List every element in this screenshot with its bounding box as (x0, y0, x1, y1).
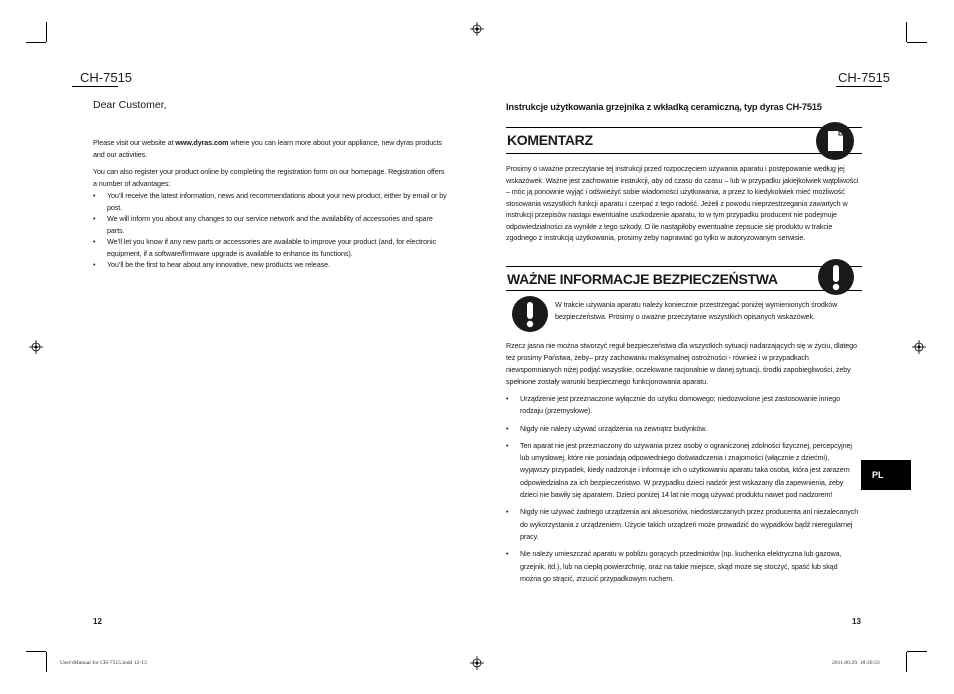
crop-mark (46, 652, 47, 672)
list-item: • Nigdy nie należy używać urządzenia na zewnątrz budynków. (506, 423, 860, 435)
safety-list (506, 393, 860, 585)
website-paragraph: Please visit our website at www.dyras.com where you can learn more about your appliance, new dyras products and our activities. (93, 138, 443, 159)
section-rule (506, 153, 862, 154)
website-link[interactable]: www.dyras.com (175, 138, 229, 147)
crop-mark (46, 22, 47, 42)
doc-title: Instrukcje użytkowania grzejnika z wkładką ceramiczną, typ dyras CH-7515 (506, 102, 822, 112)
language-tab: PL (861, 460, 911, 490)
greeting: Dear Customer, (93, 99, 167, 111)
registration-paragraph: You can also register your product online by completing the registration form on our homepage. Registration offers a number of advantages: (93, 167, 445, 188)
registration-mark-icon (29, 340, 43, 354)
crop-mark (907, 651, 927, 652)
section-rule (506, 127, 862, 128)
footer-timestamp: 2011.06.29. 18:30:33 (832, 660, 880, 666)
list-item: • We’ll let you know if any new parts or accessories are available to improve your product (and, for electronic equipment, if a software/firmware upgrade is available to enhance its functions). (93, 236, 449, 259)
section-title-komentarz: KOMENTARZ (507, 132, 593, 148)
registration-mark-icon (470, 656, 484, 670)
list-item: • Nigdy nie używać żadnego urządzenia ani akcesoriów, niedostarczanych przez producenta ani niezalecanych do wykorzystania z urządzeniem. Użycie takich urządzeń może prowadzić do wypadków bądź nieregularnej pracy. (506, 506, 860, 543)
registration-mark-icon (470, 22, 484, 36)
advantages-list (93, 190, 449, 271)
crop-mark (906, 652, 907, 672)
left-body (93, 137, 449, 271)
list-item: • Ten aparat nie jest przeznaczony do używania przez osoby o ograniczonej zdolności fizycznej, percepcyjnej lub umysłowej, które nie posiadają odpowiedniego doświadczenia i znajomości (włącznie z dziećmi), wyjąwszy przypadek, kiedy nadzoruje i informuje ich o użytkowaniu aparatu taka osoba, która jest zarazem odpowiedzialna za ich bezpieczeństwo. W przypadku dzieci nadzór jest wskazany dla zapewnienia, żeby dzieci nie bawiły się aparatem. Dzieci poniżej 14 lat nie mogą używać produktu nawet pod nadzorem! (506, 440, 860, 501)
exclamation-icon (511, 295, 549, 333)
exclamation-icon (817, 258, 855, 296)
page-number-left: 12 (93, 617, 102, 626)
page-number-right: 13 (852, 617, 861, 626)
section-rule (506, 266, 862, 267)
list-item: • Nie należy umieszczać aparatu w pobliżu gorących przedmiotów (np. kuchenka elektryczna lub gazowa, grzejnik, itd.), lub na ciepłą powierzchnię, oraz na takie miejsce, skąd może się stoczyć, spaść lub skąd można go strącić, zrzucić przypadkowym ruchem. (506, 548, 860, 585)
footer-file: User'sManual for CH-7515.indd 12-13 (60, 660, 147, 666)
section-rule (506, 290, 862, 291)
list-item: • Urządzenie jest przeznaczone wyłącznie do użytku domowego; niedozwolone jest zastosowanie innego rodzaju (przemysłowe). (506, 393, 860, 418)
list-item: • You’ll receive the latest information, news and recommendations about your new product, either by email or by post. (93, 190, 449, 213)
header-rule (836, 86, 882, 87)
registration-mark-icon (912, 340, 926, 354)
list-item: • You’ll be the first to hear about any innovative, new products we release. (93, 259, 449, 271)
crop-mark (26, 651, 46, 652)
safety-intro: W trakcie używania aparatu należy koniecznie przestrzegać poniżej wymienionych środków bezpieczeństwa. Prosimy o uważne przeczytanie wszystkich opisanych wskazówek. (555, 300, 838, 321)
crop-mark (906, 22, 907, 42)
list-item: • We will inform you about any changes to our service network and the availability of accessories and spare parts. (93, 213, 449, 236)
crop-mark (907, 42, 927, 43)
model-label-left: CH-7515 (80, 70, 133, 85)
safety-list-block (506, 393, 860, 585)
section-title-safety: WAŻNE INFORMACJE BEZPIECZEŃSTWA (507, 271, 778, 287)
model-label-right: CH-7515 (838, 70, 891, 85)
crop-mark (26, 42, 46, 43)
header-rule (72, 86, 118, 87)
komentarz-text: Prosimy o uważne przeczytanie tej instrukcji przed rozpoczęciem używania aparatu i postępowanie według jej wskazówek. Ważne jest zachowanie instrukcji, aby od czasu do czasu – lub w przypadku jakiejkolwiek wątpliwości – móc ją ponownie wyjąć i odświeżyć sobie wiadomości użytkowania, a przez to kiedykolwiek mieć możliwość stosowania wszystkich funkcji aparatu i czerpać z tego radość. Jeżeli z powodu nieprzestrzegania zawartych w instrukcji przepisów nastąpi ewentualne uszkodzenie aparatu, to w tym przypadku producent nie podejmuje odpowiedzialności za wynikłe z tego szkody. O ile nastąpiłoby ewentualne zepsucie się produktu w trakcie zgodnego z instrukcją użytkowania, prosimy żeby naprawiać go tylko w autoryzowanym serwisie. (506, 164, 859, 242)
safety-para: Rzecz jasna nie można stworzyć reguł bezpieczeństwa dla wszystkich sytuacji nadarzających się w życiu, dlatego też prosimy Państwa, żeby– przy zachowaniu maksymalnej ostrożności - również i w przypadkach niewspomnianych niżej podjąć wszystkie, oczekiwane racjonalnie w danej sytuacji, środki zapobiegliwości, żeby spełnione zostały warunki bezpiecznego funkcjonowania aparatu. (506, 341, 857, 386)
document-icon (815, 121, 855, 161)
